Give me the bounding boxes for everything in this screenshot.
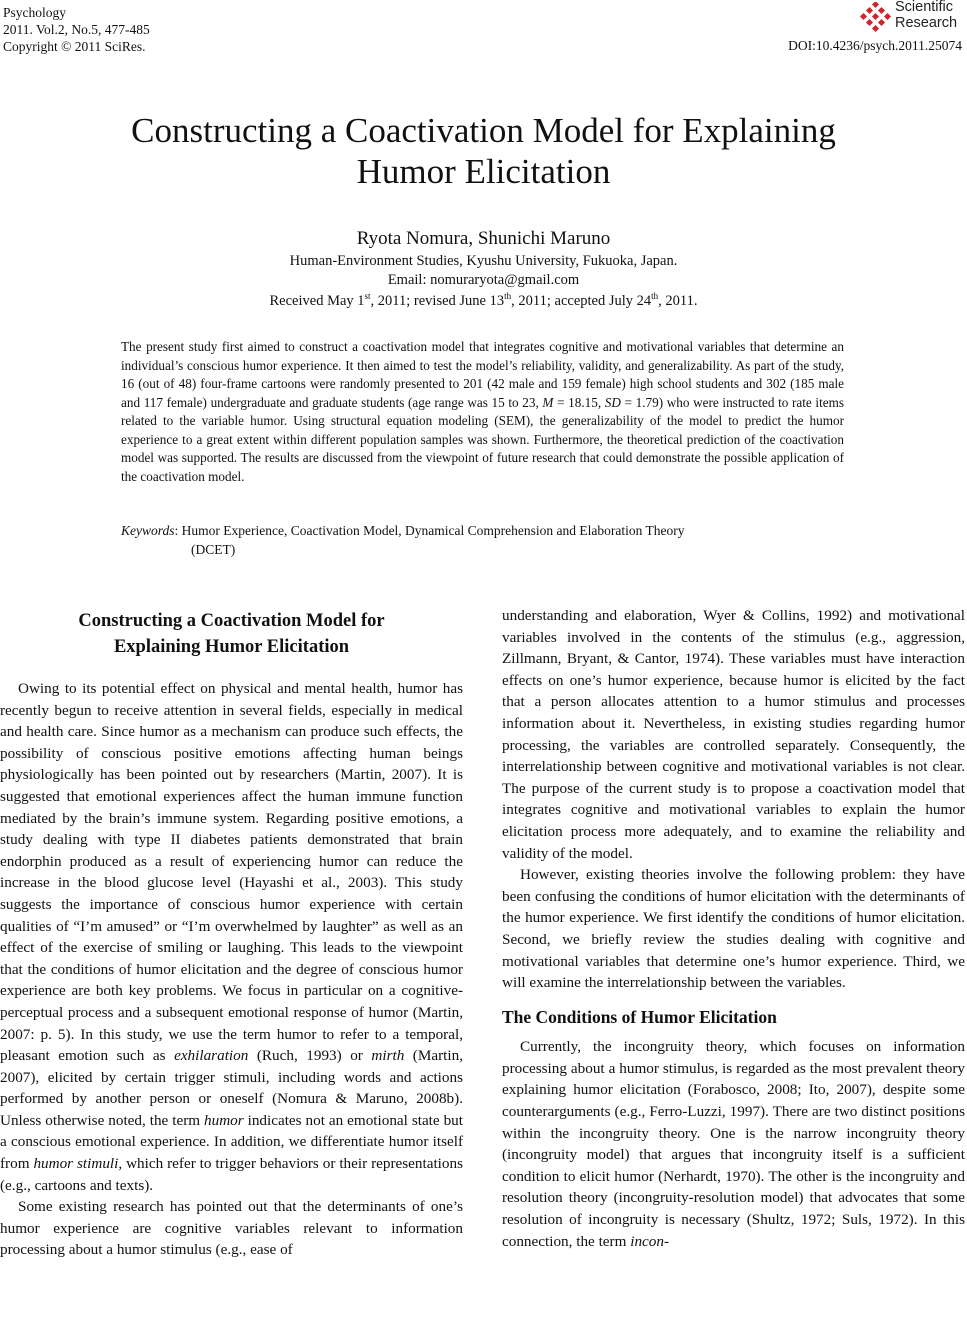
- abstract-sd-label: SD: [604, 394, 621, 410]
- abstract-mean-label: M: [542, 394, 554, 410]
- paper-title-line2: Humor Elicitation: [356, 152, 611, 191]
- abstract-text-1: The present study first aimed to construct a coactivation model that integrates cognitive and motivational variables that determine an individual’s conscious humor experience. It then aimed to test the model’s reliability, validity, and generalizability. As part of the study, 16 (out of 48) four-frame cartoons were randomly presented to 201 (42 male and 159 female) high school students and 302 (185 male and 117 female) undergraduate and graduate students (age range was 15 to 23,: [121, 339, 844, 410]
- left-p1-a: Owing to its potential effect on physical and mental health, humor has recently begun to receive attention in several fields, especially in medical and health care. Since humor as a mechanism can produce such effects, the possibility of conscious positive emotions affecting human beings physiologically has been pointed out by researchers (Martin, 2007). It is suggested that emotional experiences affect the human immune function mediated by the brain’s immune system. Regarding positive emotions, a study dealing with type II diabetes patients demonstrated that brain endorphin produced as a result of experiencing humor can reduce the increase in the blood glucose level (Hayashi et al., 2003). This study suggests the importance of conscious humor experience with certain qualities of “I’m amused” or “I’m overwhelmed by laughter” as well as an effect of the exercise of smiling or laughing. This leads to the viewpoint that the conditions of humor elicitation and the degree of conscious humor experience are both key problems. We focus in particular on a cognitive-perceptual process and a subsequent emotional response of humor (Martin, 2007: p. 5). In this study, we use the term humor to refer to a temporal, pleasant emotion such as: [0, 680, 463, 1065]
- right-column: [502, 605, 965, 1252]
- received-b: , 2011; revised June 13: [370, 292, 505, 309]
- keywords-text: : Humor Experience, Coactivation Model, Dynamical Comprehension and Elaboration Theory: [174, 523, 685, 538]
- logo-text-line1: Scientific: [895, 0, 954, 15]
- scientific-research-logo-icon: [859, 2, 893, 32]
- keywords-text-2: (DCET): [191, 541, 236, 557]
- journal-name: Psychology: [3, 5, 67, 20]
- doi: DOI:10.4236/psych.2011.25074: [788, 38, 962, 53]
- received-d: , 2011.: [658, 292, 698, 309]
- term-humor: humor: [204, 1111, 244, 1129]
- logo-text-line2: Research: [895, 15, 958, 31]
- section-heading-1-line2: Explaining Humor Elicitation: [113, 637, 350, 657]
- paper-title-line1: Constructing a Coactivation Model for Explaining: [131, 111, 836, 150]
- received-a-sup: st: [364, 291, 371, 301]
- keywords-label: Keywords: [121, 523, 175, 538]
- left-column: [0, 678, 463, 1261]
- right-paragraph-3: [502, 1036, 965, 1252]
- copyright: Copyright © 2011 SciRes.: [3, 39, 146, 54]
- left-p1-c: (Martin, 2007), elicited by certain trigger stimuli, including words and actions performed by another person or oneself (Nomura & Maruno, 2008b). Unless otherwise noted, the term: [0, 1047, 463, 1129]
- right-paragraph-2: However, existing theories involve the following problem: they have been confusing the conditions of humor elicitation with the determinants of the humor experience. We first identify the conditions of humor elicitation. Second, we briefly review the studies dealing with cognitive and motivational variables that determine one’s humor experience. Third, we will examine the interrelationship between the variables.: [502, 866, 965, 992]
- journal-header: [3, 4, 150, 55]
- received-dates: [0, 291, 967, 310]
- right-paragraph-1: understanding and elaboration, Wyer & Collins, 1992) and motivational variables involved in the contents of the stimulus (e.g., aggression, Zillmann, Bryant, & Cantor, 1974). These variables must have interaction effects on one’s humor experience, because humor is elicited by the fact that a person allocates attention to a humor stimulus and processes information about it. Nevertheless, in existing studies regarding humor processing, the variables are controlled separately. Consequently, the interrelationship between cognitive and motivational variables is not clear. The purpose of the current study is to propose a coactivation model that integrates cognitive and motivational variables to explain the humor elicitation process more adequately, and to examine the reliability and validity of the model.: [502, 607, 965, 862]
- section-heading-2: The Conditions of Humor Elicitation: [502, 1006, 777, 1027]
- left-paragraph-1: [0, 678, 463, 1196]
- logo-text: [895, 0, 957, 31]
- section-heading-1-line1: Constructing a Coactivation Model for: [78, 611, 385, 631]
- authors: Ryota Nomura, Shunichi Maruno: [356, 228, 611, 249]
- term-exhilaration: exhilaration: [174, 1047, 249, 1065]
- term-mirth: mirth: [371, 1047, 405, 1065]
- left-p1-b: (Ruch, 1993) or: [248, 1047, 372, 1065]
- received-a: Received May 1: [269, 292, 365, 309]
- term-incongruity: incon-: [630, 1232, 670, 1250]
- affiliation: Human-Environment Studies, Kyushu University, Fukuoka, Japan.: [289, 253, 678, 269]
- left-p1-d: indicates not an emotional state but a conscious emotional experience. In addition, we differentiate humor itself from: [0, 1111, 463, 1173]
- left-p1-e: , which refer to trigger behaviors or their representations (e.g., cartoons and texts).: [0, 1155, 463, 1194]
- abstract-text-2: = 1.79) who were instructed to rate items related to the variable humor. Using structural equation modeling (SEM), the generalizability of the model to predict the humor experience to a great extent within different population samples was shown. Furthermore, the theoretical prediction of the coactivation model was supported. The results are discussed from the viewpoint of future research that could demonstrate the possible application of the coactivation model.: [121, 394, 844, 484]
- right-p3-a: Currently, the incongruity theory, which focuses on information processing about a humor stimulus, is regarded as the most prevalent theory explaining humor elicitation (Forabosco, 2008; Ito, 2007), despite some counterarguments (e.g., Ferro-Luzzi, 1997). There are two distinct positions within the incongruity theory. One is the narrow incongruity theory (incongruity model) that argues that incongruity itself is a sufficient condition to elicit humor (Nerhardt, 1970). The other is the incongruity and resolution theory (incongruity-resolution model) that advocates that some resolution of incongruity is necessary (Shultz, 1972; Suls, 1972). In this connection, the term: [502, 1038, 965, 1250]
- received-c: , 2011; accepted July 24: [511, 292, 652, 309]
- abstract-mean-value: = 18.15,: [553, 394, 605, 410]
- left-paragraph-2: Some existing research has pointed out that the determinants of one’s humor experience are cognitive variables relevant to information processing about a humor stimulus (e.g., ease of: [0, 1198, 463, 1259]
- journal-volume: 2011. Vol.2, No.5, 477-485: [3, 22, 150, 37]
- publisher-logo: [859, 0, 963, 34]
- received-b-sup: th: [504, 291, 512, 301]
- received-c-sup: th: [651, 291, 659, 301]
- keywords: [121, 522, 821, 559]
- paper-title: [0, 110, 967, 192]
- abstract: [121, 338, 844, 486]
- term-humor-stimuli: humor stimuli: [33, 1155, 119, 1173]
- email: Email: nomuraryota@gmail.com: [387, 272, 580, 288]
- section-heading-1: [0, 608, 463, 660]
